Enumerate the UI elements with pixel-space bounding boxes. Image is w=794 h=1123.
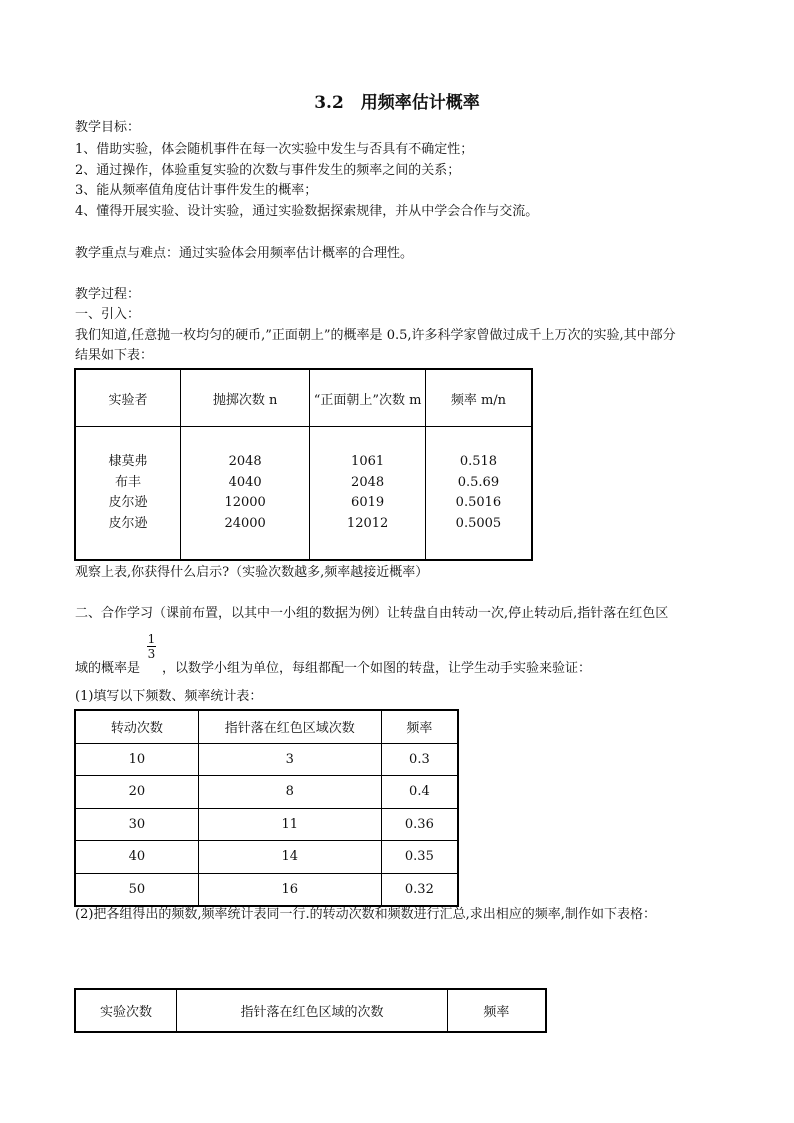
table-cell [75, 427, 180, 561]
process-heading: 教学过程： [75, 287, 141, 302]
table-row [75, 743, 458, 776]
table-cell: 8 [198, 776, 381, 809]
page-title: 3.2 用频率估计概率 [314, 93, 480, 113]
table-cell: 0.36 [381, 808, 458, 841]
spinner-frequency-table [74, 709, 459, 907]
table-cell: 11 [198, 808, 381, 841]
table-cell: 40 [75, 841, 198, 874]
table-header: 频率 [381, 710, 458, 743]
table-row [75, 873, 458, 906]
cell-value: 皮尔逊 [108, 495, 148, 510]
table-header: 实验次数 [75, 989, 177, 1032]
intro-text: 结果如下表： [75, 348, 154, 363]
intro-heading: 一、引入： [75, 307, 141, 322]
table-cell: 14 [198, 841, 381, 874]
table-header: 实验者 [75, 369, 180, 427]
fraction-denominator: 3 [147, 647, 156, 661]
cell-value: 2048 [351, 474, 385, 490]
cell-value: 布丰 [114, 474, 141, 490]
section2-text: 二、合作学习（课前布置，以其中一小组的数据为例）让转盘自由转动一次,停止转动后,指针落在红色区 [75, 606, 669, 621]
table-cell [310, 427, 426, 561]
table-header: 指针落在红色区域次数 [198, 710, 381, 743]
cell-value: 0.5.69 [457, 474, 500, 490]
goal-item: 3、能从频率值角度估计事件发生的概率； [75, 183, 318, 198]
table-cell: 0.4 [381, 776, 458, 809]
cell-value: 0.5016 [455, 495, 502, 510]
table-header: 抛掷次数 n [180, 369, 309, 427]
cell-value: 12012 [346, 515, 389, 531]
coin-toss-table [74, 368, 533, 561]
goal-item: 1、借助实验，体会随机事件在每一次实验中发生与否具有不确定性； [75, 142, 474, 157]
cell-value: 棣莫弗 [108, 454, 148, 469]
cell-value: 24000 [224, 515, 266, 531]
table-header: 频率 m/n [425, 369, 532, 427]
goals-heading: 教学目标： [75, 120, 141, 135]
observe-text: 观察上表,你获得什么启示?（实验次数越多,频率越接近概率） [75, 565, 429, 580]
cell-value: 2048 [228, 454, 262, 469]
goal-item: 4、懂得开展实验、设计实验，通过实验数据探索规律，并从中学会合作与交流。 [75, 204, 539, 219]
section2-text-b: ，以数学小组为单位，每组都配一个如图的转盘，让学生动手实验来验证： [162, 661, 592, 676]
table-row [75, 841, 458, 874]
step2-text: (2)把各组得出的频数,频率统计表同一行.的转动次数和频数进行汇总,求出相应的频率,制作如下表格： [75, 907, 656, 922]
goal-item: 2、通过操作，体验重复实验的次数与事件发生的频率之间的关系； [75, 163, 461, 178]
cell-value: 皮尔逊 [108, 515, 148, 531]
table-cell: 30 [75, 808, 198, 841]
table-header: “正面朝上”次数 m [310, 369, 426, 427]
cell-value: 1061 [351, 454, 385, 469]
cell-value: 0.518 [459, 454, 498, 469]
summary-table [74, 988, 547, 1033]
cell-value: 6019 [351, 495, 385, 510]
cell-value: 4040 [228, 474, 262, 490]
cell-value: 12000 [224, 495, 266, 510]
cell-value: 0.5005 [455, 515, 502, 531]
table-header: 转动次数 [75, 710, 198, 743]
table-header: 指针落在红色区域的次数 [177, 989, 448, 1032]
table-cell: 20 [75, 776, 198, 809]
section2-text-a: 域的概率是 [75, 661, 141, 676]
key-points: 教学重点与难点：通过实验体会用频率估计概率的合理性。 [75, 246, 414, 261]
step1-text: (1)填写以下频数、频率统计表： [75, 689, 263, 704]
table-cell: 16 [198, 873, 381, 906]
table-cell: 0.3 [381, 743, 458, 776]
intro-text: 我们知道,任意抛一枚均匀的硬币,”正面朝上”的概率是 0.5,许多科学家曾做过成千上万次的实验,其中部分 [75, 328, 676, 343]
fraction-numerator: 1 [147, 632, 156, 646]
table-cell: 0.32 [381, 873, 458, 906]
table-row [75, 776, 458, 809]
table-row [75, 808, 458, 841]
table-cell: 10 [75, 743, 198, 776]
table-cell [425, 427, 532, 561]
fraction-one-third [147, 632, 156, 661]
table-cell: 0.35 [381, 841, 458, 874]
table-cell [180, 427, 309, 561]
table-header: 频率 [447, 989, 546, 1032]
table-cell: 3 [198, 743, 381, 776]
table-cell: 50 [75, 873, 198, 906]
